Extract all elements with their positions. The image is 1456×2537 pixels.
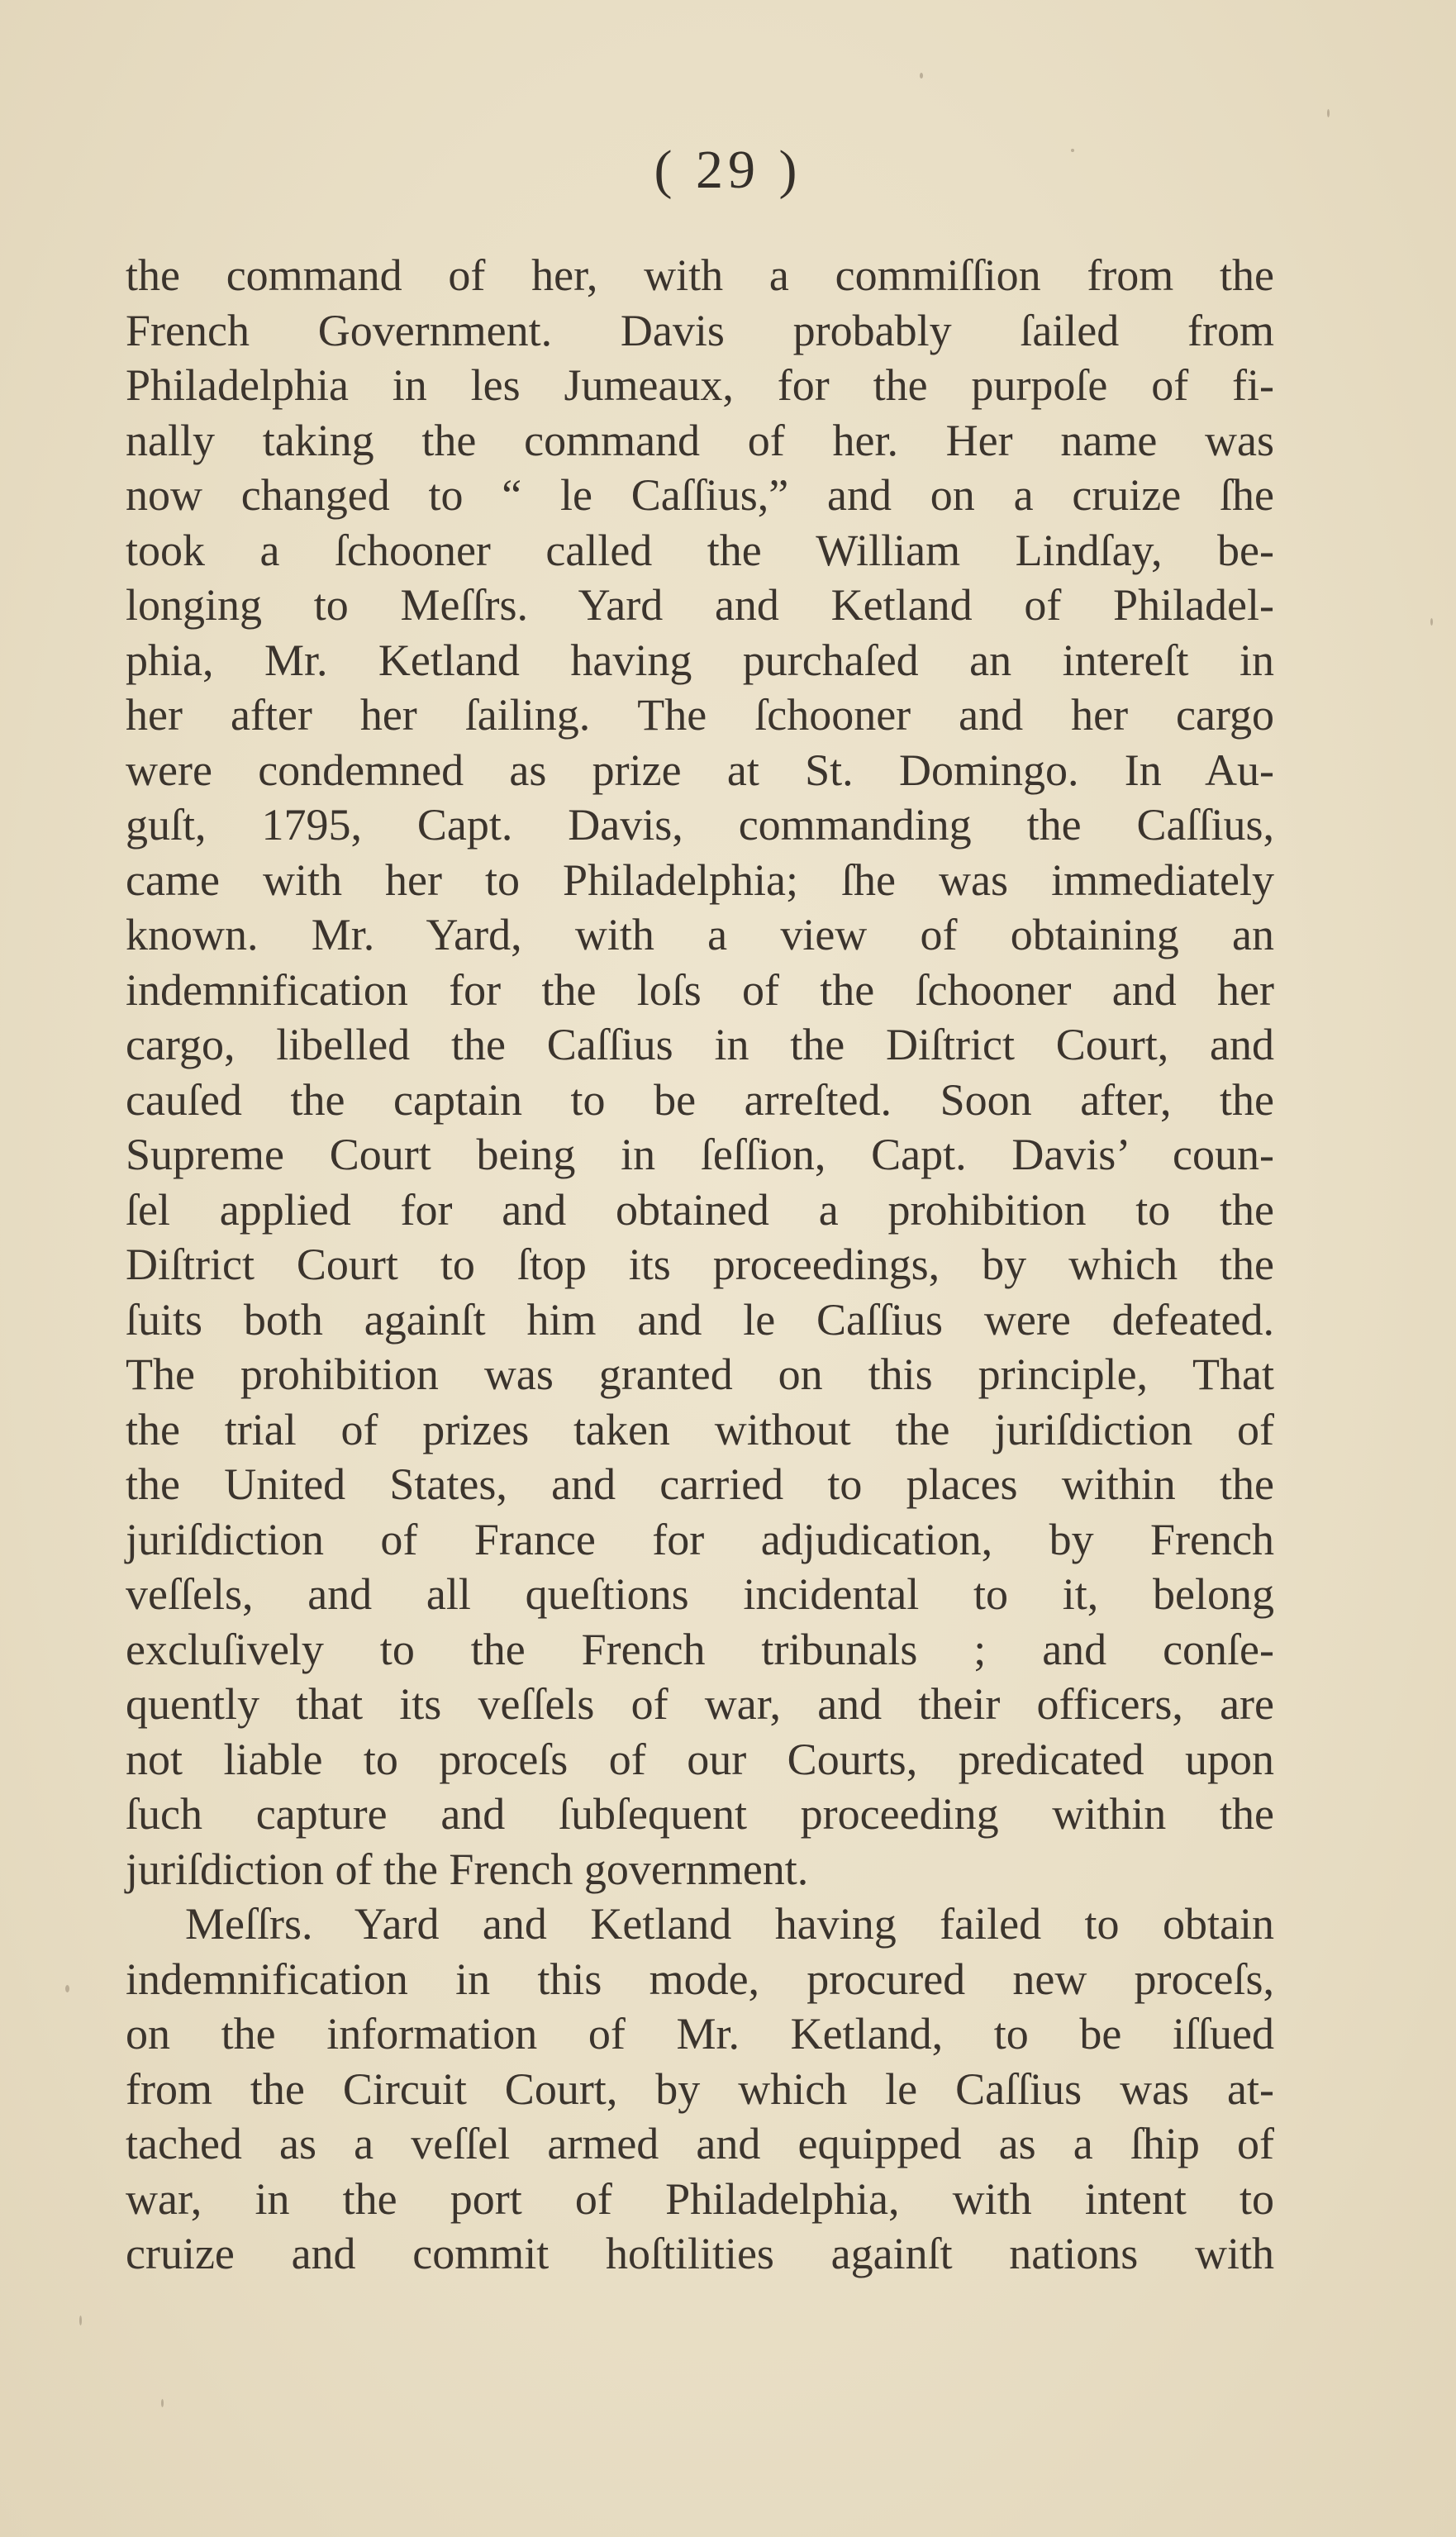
paper-speck [1327,109,1330,117]
text-line: her after her ſailing. The ſchooner and her cargo [126,690,1274,740]
text-line: Philadelphia in les Jumeaux, for the purpoſe of fi- [126,360,1274,410]
paper-speck [161,2399,164,2407]
text-line: the command of her, with a commiſſion from the [126,250,1274,300]
text-line: on the information of Mr. Ketland, to be iſſued [126,2009,1274,2059]
text-line: Supreme Court being in ſeſſion, Capt. Davis’ coun- [126,1130,1274,1179]
paper-speck [920,73,923,79]
paper-speck [65,1985,69,1992]
paper-speck [1430,618,1433,626]
text-line: longing to Meſſrs. Yard and Ketland of Philadel- [126,580,1274,630]
text-line: juriſdiction of the French government. [126,1844,809,1894]
text-line: indemnification for the loſs of the ſchooner and her [126,964,1274,1015]
text-line: Meſſrs. Yard and Ketland having failed to obtain [185,1899,1274,1949]
text-line: guſt, 1795, Capt. Davis, commanding the Caſſius, [126,800,1274,850]
text-line: ſuch capture and ſubſequent proceeding within the [126,1789,1274,1839]
text-line: from the Circuit Court, by which le Caſſius was at- [126,2063,1274,2114]
text-line: nally taking the command of her. Her name was [126,415,1274,465]
paper-speck [79,2316,82,2325]
text-line: ſuits both againſt him and le Caſſius were defeated. [126,1294,1274,1345]
text-line: cargo, libelled the Caſſius in the Diſtrict Court, and [126,1020,1274,1069]
text-line: were condemned as prize at St. Domingo. In Au- [126,745,1274,795]
body-text [126,248,1274,2282]
text-line: tached as a veſſel armed and equipped as a ſhip of [126,2119,1274,2168]
text-line: French Government. Davis probably ſailed from [126,305,1274,355]
text-line: the trial of prizes taken without the juriſdiction of [126,1404,1274,1454]
text-line: cruize and commit hoſtilities againſt nations with [126,2229,1274,2278]
text-line: known. Mr. Yard, with a view of obtaining an [126,910,1274,959]
text-line: The prohibition was granted on this principle, That [126,1349,1274,1399]
text-line: the United States, and carried to places within the [126,1459,1274,1509]
text-line: war, in the port of Philadelphia, with intent to [126,2173,1274,2224]
text-line: phia, Mr. Ketland having purchaſed an intereſt in [126,635,1274,685]
text-line: Diſtrict Court to ſtop its proceedings, by which the [126,1240,1274,1289]
text-line: veſſels, and all queſtions incidental to it, belong [126,1569,1274,1619]
text-line: juriſdiction of France for adjudication, by French [126,1514,1274,1564]
text-line: now changed to “ le Caſſius,” and on a cruize ſhe [126,470,1274,520]
text-line: not liable to proceſs of our Courts, predicated upon [126,1734,1274,1784]
text-line: indemnification in this mode, procured new proceſs, [126,1954,1274,2004]
text-line: took a ſchooner called the William Lindſay, be- [126,525,1274,575]
text-line: ſel applied for and obtained a prohibition to the [126,1184,1274,1235]
text-line: excluſively to the French tribunals ; and conſe- [126,1624,1274,1674]
page-number: ( 29 ) [654,140,802,200]
text-line: came with her to Philadelphia; ſhe was immediately [126,854,1274,905]
text-line: quently that its veſſels of war, and their officers, are [126,1679,1274,1729]
text-line: cauſed the captain to be arreſted. Soon after, the [126,1074,1274,1125]
